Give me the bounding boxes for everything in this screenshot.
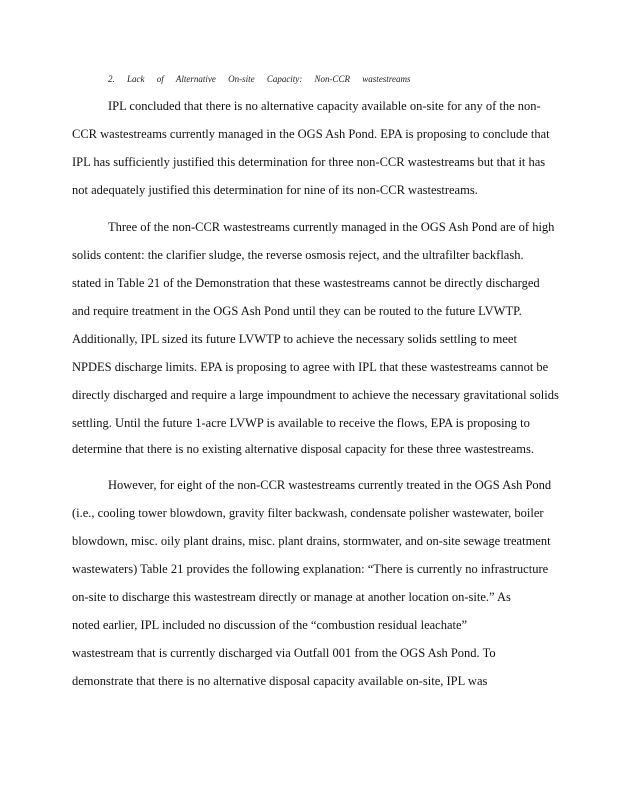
paragraph-3-line-1: However, for eight of the non-CCR wastestreams currently treated in the OGS Ash Pond <box>108 478 552 492</box>
paragraph-3-line-8: demonstrate that there is no alternative disposal capacity available on-site, IPL was <box>72 674 488 688</box>
paragraph-2-line-3: stated in Table 21 of the Demonstration that these wastestreams cannot be directly discharged <box>72 276 540 290</box>
paragraph-1-line-1: IPL concluded that there is no alternative capacity available on-site for any of the non- <box>108 99 541 113</box>
paragraph-2-line-9: determine that there is no existing alternative disposal capacity for these three wastestreams. <box>72 442 534 456</box>
paragraph-3-line-7: wastestream that is currently discharged via Outfall 001 from the OGS Ash Pond. To <box>72 646 496 660</box>
paragraph-3-line-3: blowdown, misc. oily plant drains, misc. plant drains, stormwater, and on-site sewage treatment <box>72 534 551 548</box>
paragraph-3-line-6: noted earlier, IPL included no discussion of the “combustion residual leachate” <box>72 618 468 632</box>
paragraph-2-line-7: directly discharged and require a large impoundment to achieve the necessary gravitational solids <box>72 388 559 402</box>
section-heading: 2. Lack of Alternative On-site Capacity: Non-CCR wastestreams <box>108 74 411 84</box>
paragraph-3-line-5: on-site to discharge this wastestream directly or manage at another location on-site.” As <box>72 590 511 604</box>
paragraph-1-line-4: not adequately justified this determination for nine of its non-CCR wastestreams. <box>72 183 478 197</box>
paragraph-3-line-2: (i.e., cooling tower blowdown, gravity filter backwash, condensate polisher wastewater, boiler <box>72 506 544 520</box>
paragraph-1-line-3: IPL has sufficiently justified this determination for three non-CCR wastestreams but that it has <box>72 155 546 169</box>
paragraph-2-line-2: solids content: the clarifier sludge, the reverse osmosis reject, and the ultrafilter backflash. <box>72 248 524 262</box>
paragraph-2-line-5: Additionally, IPL sized its future LVWTP to achieve the necessary solids settling to meet <box>72 332 517 346</box>
paragraph-2-line-1: Three of the non-CCR wastestreams currently managed in the OGS Ash Pond are of high <box>108 220 555 234</box>
paragraph-2-line-6: NPDES discharge limits. EPA is proposing to agree with IPL that these wastestreams cannot be <box>72 360 549 374</box>
paragraph-1-line-2: CCR wastestreams currently managed in the OGS Ash Pond. EPA is proposing to conclude that <box>72 127 550 141</box>
paragraph-2-line-4: and require treatment in the OGS Ash Pond until they can be routed to the future LVWTP. <box>72 304 522 318</box>
paragraph-2-line-8: settling. Until the future 1-acre LVWP is available to receive the flows, EPA is proposing to <box>72 416 530 430</box>
paragraph-3-line-4: wastewaters) Table 21 provides the following explanation: “There is currently no infrastructure <box>72 562 549 576</box>
